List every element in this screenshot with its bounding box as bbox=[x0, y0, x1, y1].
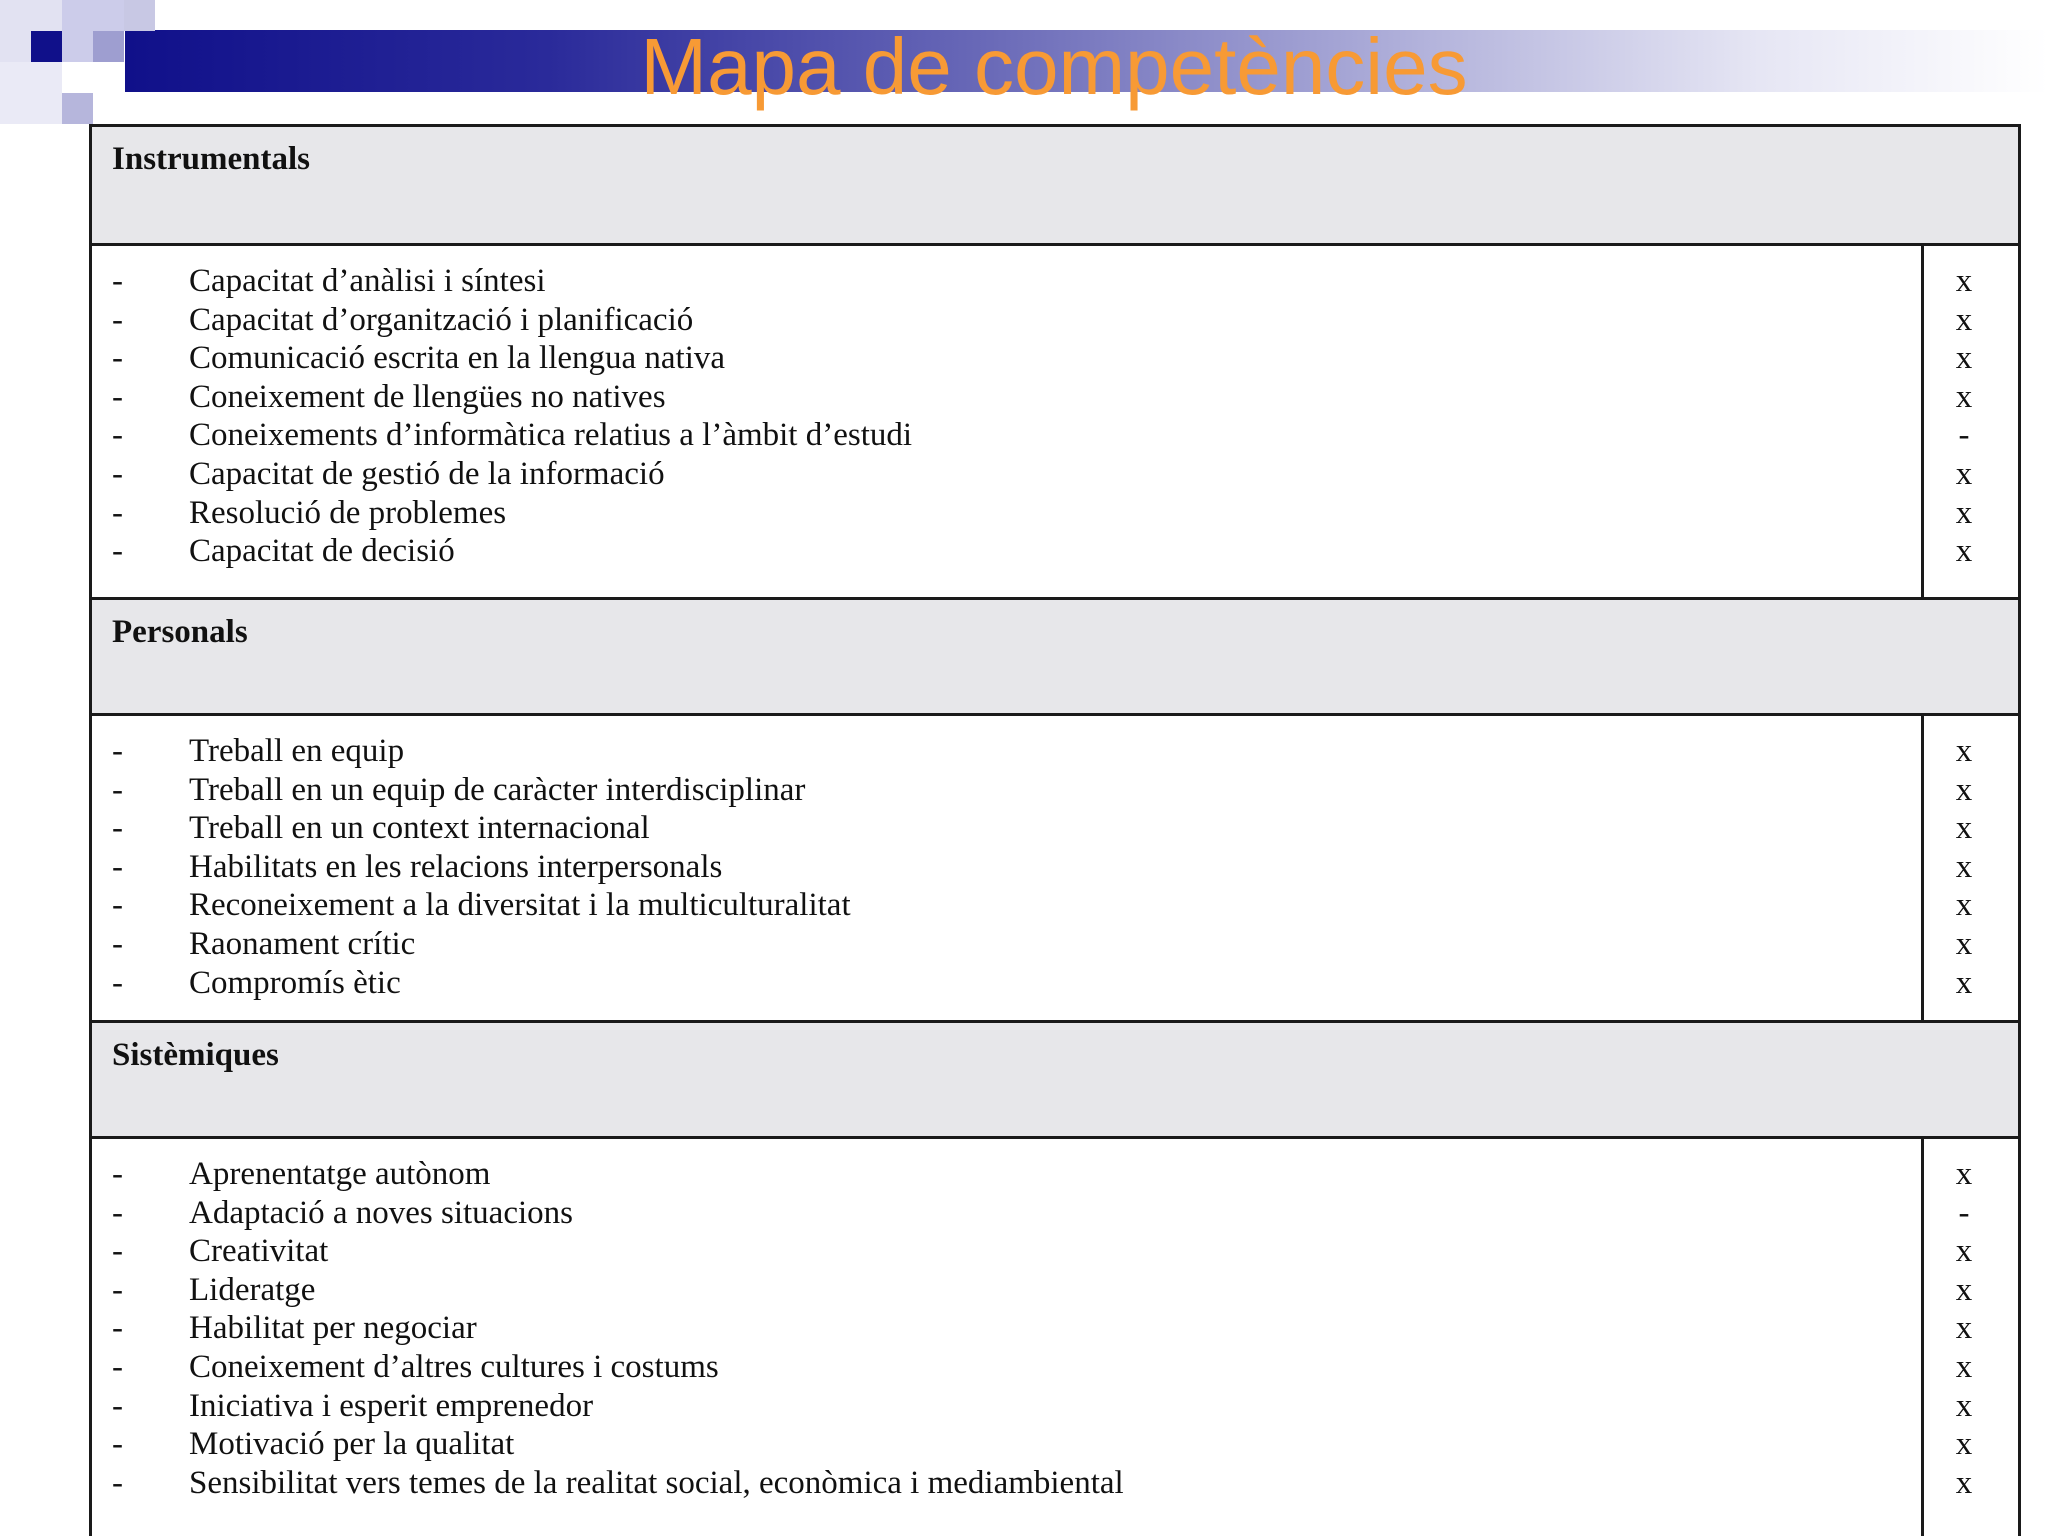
list-dash: - bbox=[112, 1271, 123, 1308]
competency-item bbox=[92, 455, 2018, 493]
competency-mark: x bbox=[1955, 1426, 1973, 1463]
competency-mark: x bbox=[1955, 1156, 1973, 1192]
competency-item bbox=[92, 1348, 2018, 1386]
competency-item bbox=[92, 925, 2018, 963]
competency-label: Reconeixement a la diversitat i la multiculturalitat bbox=[189, 887, 851, 924]
competency-mark: x bbox=[1955, 301, 1973, 338]
competency-item bbox=[92, 1271, 2018, 1309]
competency-mark: x bbox=[1955, 771, 1973, 808]
list-dash: - bbox=[112, 494, 123, 531]
competency-label: Capacitat de decisió bbox=[189, 533, 455, 570]
section-title: Personals bbox=[112, 614, 248, 650]
list-dash: - bbox=[112, 926, 123, 962]
competency-item bbox=[92, 532, 2018, 570]
list-dash: - bbox=[112, 533, 123, 570]
competency-item bbox=[92, 1309, 2018, 1347]
section-header-row bbox=[92, 127, 2018, 243]
list-dash: - bbox=[112, 848, 123, 885]
list-dash: - bbox=[112, 1426, 123, 1463]
competency-item bbox=[92, 1232, 2018, 1270]
competency-item bbox=[92, 1387, 2018, 1425]
competency-label: Habilitats en les relacions interpersonals bbox=[189, 848, 723, 885]
competency-label: Coneixements d’informàtica relatius a l’àmbit d’estudi bbox=[189, 417, 913, 454]
competency-mark: x bbox=[1955, 378, 1973, 415]
list-dash: - bbox=[112, 1233, 123, 1270]
competency-mark: x bbox=[1955, 533, 1973, 570]
competency-item bbox=[92, 886, 2018, 924]
section-header-row bbox=[92, 597, 2018, 713]
list-dash: - bbox=[112, 733, 123, 769]
competency-label: Treball en un equip de caràcter interdisciplinar bbox=[189, 771, 806, 808]
competency-label: Lideratge bbox=[189, 1271, 316, 1308]
competency-label: Aprenentatge autònom bbox=[189, 1156, 491, 1192]
competency-label: Raonament crític bbox=[189, 926, 416, 962]
competency-mark: - bbox=[1958, 417, 1970, 454]
competency-label: Compromís ètic bbox=[189, 964, 401, 1001]
competency-item bbox=[92, 378, 2018, 416]
list-dash: - bbox=[112, 1464, 123, 1501]
competency-item bbox=[92, 1155, 2018, 1193]
section-body-row bbox=[92, 1136, 2018, 1532]
list-dash: - bbox=[112, 263, 123, 299]
list-dash: - bbox=[112, 340, 123, 377]
competency-mark: x bbox=[1955, 887, 1973, 924]
competency-mark: x bbox=[1955, 1271, 1973, 1308]
competency-mark: x bbox=[1955, 456, 1973, 492]
competency-item bbox=[92, 1425, 2018, 1463]
list-dash: - bbox=[112, 1194, 123, 1231]
list-dash: - bbox=[112, 1349, 123, 1385]
competency-item bbox=[92, 1464, 2018, 1502]
list-dash: - bbox=[112, 1310, 123, 1347]
list-dash: - bbox=[112, 456, 123, 492]
competency-item bbox=[92, 732, 2018, 770]
competency-item bbox=[92, 1194, 2018, 1232]
competency-label: Iniciativa i esperit emprenedor bbox=[189, 1387, 594, 1424]
competency-label: Capacitat d’anàlisi i síntesi bbox=[189, 263, 546, 299]
competency-item bbox=[92, 848, 2018, 886]
competency-mark: x bbox=[1955, 263, 1973, 299]
list-dash: - bbox=[112, 417, 123, 454]
slide-title: Mapa de competències bbox=[640, 22, 1468, 111]
list-dash: - bbox=[112, 964, 123, 1001]
competency-label: Coneixement de llengües no natives bbox=[189, 378, 666, 415]
competency-item bbox=[92, 494, 2018, 532]
competency-label: Adaptació a noves situacions bbox=[189, 1194, 573, 1231]
competency-label: Capacitat d’organització i planificació bbox=[189, 301, 694, 338]
competency-label: Coneixement d’altres cultures i costums bbox=[189, 1349, 719, 1385]
competency-mark: x bbox=[1955, 848, 1973, 885]
competency-mark: x bbox=[1955, 733, 1973, 769]
list-dash: - bbox=[112, 1156, 123, 1192]
section-title: Instrumentals bbox=[112, 141, 311, 177]
competency-item bbox=[92, 964, 2018, 1002]
competency-mark: - bbox=[1958, 1194, 1970, 1231]
competency-label: Treball en un context internacional bbox=[189, 810, 650, 847]
competency-mark: x bbox=[1955, 494, 1973, 531]
competency-label: Comunicació escrita en la llengua nativa bbox=[189, 340, 726, 377]
competency-label: Sensibilitat vers temes de la realitat social, econòmica i mediambiental bbox=[189, 1464, 1124, 1501]
competency-mark: x bbox=[1955, 926, 1973, 962]
competency-mark: x bbox=[1955, 1464, 1973, 1501]
list-dash: - bbox=[112, 301, 123, 338]
competency-item bbox=[92, 262, 2018, 300]
competency-label: Capacitat de gestió de la informació bbox=[189, 456, 665, 492]
list-dash: - bbox=[112, 887, 123, 924]
competency-mark: x bbox=[1955, 1233, 1973, 1270]
competency-mark: x bbox=[1955, 1310, 1973, 1347]
list-dash: - bbox=[112, 810, 123, 847]
competency-label: Motivació per la qualitat bbox=[189, 1426, 515, 1463]
competencies-table bbox=[89, 124, 2021, 1536]
competency-item bbox=[92, 339, 2018, 377]
list-dash: - bbox=[112, 1387, 123, 1424]
competency-item bbox=[92, 809, 2018, 847]
list-dash: - bbox=[112, 771, 123, 808]
section-header-row bbox=[92, 1020, 2018, 1136]
competency-label: Treball en equip bbox=[189, 733, 405, 769]
list-dash: - bbox=[112, 378, 123, 415]
competency-label: Resolució de problemes bbox=[189, 494, 507, 531]
competency-label: Habilitat per negociar bbox=[189, 1310, 477, 1347]
competency-mark: x bbox=[1955, 964, 1973, 1001]
competency-mark: x bbox=[1955, 810, 1973, 847]
competency-mark: x bbox=[1955, 1349, 1973, 1385]
competency-mark: x bbox=[1955, 1387, 1973, 1424]
competency-label: Creativitat bbox=[189, 1233, 329, 1270]
competency-mark: x bbox=[1955, 340, 1973, 377]
section-body-row bbox=[92, 713, 2018, 1020]
competency-item bbox=[92, 416, 2018, 454]
section-title: Sistèmiques bbox=[112, 1037, 279, 1073]
competency-item bbox=[92, 301, 2018, 339]
competency-item bbox=[92, 771, 2018, 809]
section-body-row bbox=[92, 243, 2018, 597]
